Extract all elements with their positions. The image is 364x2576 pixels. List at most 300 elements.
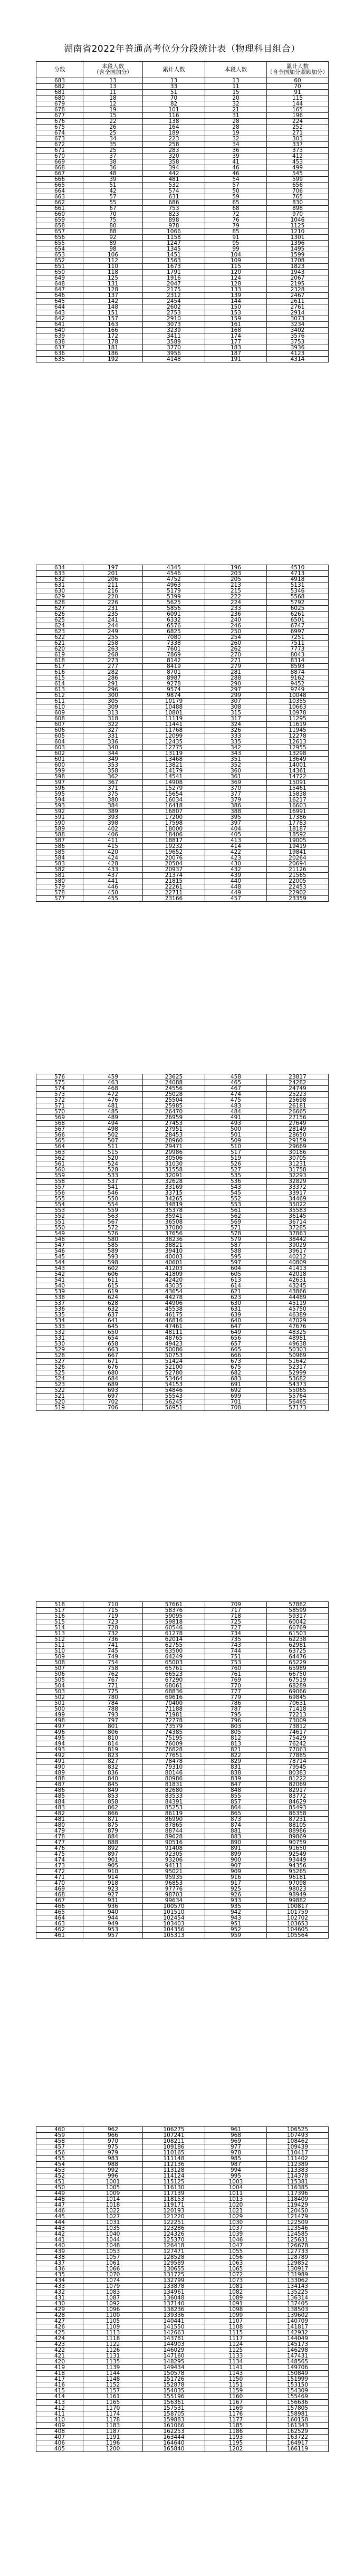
count-cell-2: 899 [205, 1852, 267, 1857]
header-cumulative-2: 累计人数 （含全国加分照顾加分） [267, 62, 329, 78]
cumulative-cell-1: 33715 [143, 1190, 205, 1196]
cumulative-cell-2: 37863 [267, 1231, 329, 1237]
cumulative-cell-1: 129589 [143, 2260, 205, 2266]
score-cell: 462 [36, 1927, 83, 1933]
cumulative-cell-2: 153150 [267, 2382, 329, 2388]
count-cell-2: 205 [205, 577, 267, 583]
table-row [36, 1330, 329, 1335]
cumulative-cell-2: 139602 [267, 2313, 329, 2319]
table-row [36, 183, 329, 188]
cumulative-cell-2: 48981 [267, 1335, 329, 1341]
count-cell-2: 761 [205, 1672, 267, 1677]
cumulative-cell-1: 50086 [143, 1347, 205, 1353]
cumulative-cell-2: 85493 [267, 1805, 329, 1811]
count-cell-1: 13 [83, 84, 143, 90]
cumulative-cell-1: 27951 [143, 1127, 205, 1132]
table-row [36, 1295, 329, 1301]
score-cell: 500 [36, 1706, 83, 1712]
cumulative-cell-2: 34469 [267, 1196, 329, 1202]
cumulative-cell-2: 79545 [267, 1764, 329, 1770]
score-cell: 586 [36, 844, 83, 850]
cumulative-cell-2: 160158 [267, 2417, 329, 2423]
score-cell: 631 [36, 583, 83, 588]
count-cell-2: 769 [205, 1677, 267, 1683]
score-cell: 455 [36, 2156, 83, 2162]
cumulative-cell-1: 98703 [143, 1892, 205, 1898]
count-cell-1: 19 [83, 107, 143, 113]
cumulative-cell-1: 28453 [143, 1132, 205, 1138]
cumulative-cell-1: 29986 [143, 1150, 205, 1156]
cumulative-cell-1: 73579 [143, 1724, 205, 1730]
count-cell-2: 1117 [205, 2336, 267, 2342]
score-cell: 428 [36, 2313, 83, 2319]
count-cell-1: 211 [83, 583, 143, 588]
count-cell-2: 183 [205, 345, 267, 351]
count-cell-2: 985 [205, 2156, 267, 2162]
cumulative-cell-2: 303 [267, 136, 329, 142]
table-row [36, 328, 329, 333]
count-cell-1: 481 [83, 1103, 143, 1109]
table-row [36, 588, 329, 594]
cumulative-cell-1: 86119 [143, 1811, 205, 1817]
cumulative-cell-2: 73812 [267, 1724, 329, 1730]
table-row [36, 2429, 329, 2435]
cumulative-cell-1: 10801 [143, 710, 205, 716]
count-cell-1: 25 [83, 148, 143, 154]
cumulative-cell-1: 11119 [143, 716, 205, 722]
cumulative-cell-2: 1599 [267, 252, 329, 258]
count-cell-2: 1151 [205, 2382, 267, 2388]
table-row [36, 1161, 329, 1167]
count-cell-1: 340 [83, 745, 143, 751]
table-row [36, 670, 329, 675]
cumulative-cell-1: 116130 [143, 2185, 205, 2191]
score-cell: 546 [36, 1248, 83, 1254]
count-cell-1: 273 [83, 658, 143, 664]
count-cell-1: 771 [83, 1683, 143, 1689]
cumulative-cell-2: 23359 [267, 896, 329, 902]
table-row [36, 2226, 329, 2231]
score-cell: 632 [36, 577, 83, 583]
count-cell-2: 1029 [205, 2214, 267, 2220]
score-cell: 473 [36, 1863, 83, 1869]
cumulative-cell-1: 103403 [143, 1921, 205, 1927]
table-row [36, 1689, 329, 1695]
score-cell: 547 [36, 1243, 83, 1248]
table-row [36, 223, 329, 229]
score-cell: 623 [36, 629, 83, 635]
table-row [36, 1277, 329, 1283]
score-cell: 635 [36, 357, 83, 362]
cumulative-cell-1: 149434 [143, 2365, 205, 2371]
cumulative-cell-2: 77063 [267, 1747, 329, 1753]
count-cell-2: 133 [205, 287, 267, 293]
table-row [36, 1347, 329, 1353]
table-row [36, 113, 329, 119]
score-cell: 441 [36, 2237, 83, 2243]
table-row [36, 299, 329, 304]
cumulative-cell-1: 8701 [143, 670, 205, 675]
cumulative-cell-2: 19841 [267, 850, 329, 855]
cumulative-cell-1: 36508 [143, 1219, 205, 1225]
table-row [36, 1341, 329, 1347]
count-cell-2: 822 [205, 1753, 267, 1759]
score-cell: 568 [36, 1121, 83, 1127]
cumulative-cell-2: 69066 [267, 1689, 329, 1695]
score-cell: 452 [36, 2173, 83, 2179]
cumulative-cell-1: 43654 [143, 1289, 205, 1295]
score-cell: 514 [36, 1625, 83, 1631]
table-row [36, 1365, 329, 1370]
score-table [36, 1074, 329, 1411]
score-cell: 491 [36, 1759, 83, 1764]
count-cell-2: 1176 [205, 2411, 267, 2417]
count-cell-1: 637 [83, 1312, 143, 1318]
table-row [36, 2359, 329, 2365]
cumulative-cell-2: 154309 [267, 2388, 329, 2394]
count-cell-1: 420 [83, 850, 143, 855]
table-row [36, 2150, 329, 2156]
count-cell-2: 342 [205, 745, 267, 751]
cumulative-cell-1: 2602 [143, 304, 205, 310]
cumulative-cell-2: 21126 [267, 867, 329, 873]
count-cell-2: 855 [205, 1793, 267, 1799]
score-cell: 516 [36, 1614, 83, 1619]
table-row [36, 2208, 329, 2214]
score-cell: 629 [36, 594, 83, 600]
count-cell-1: 263 [83, 646, 143, 652]
count-cell-2: 978 [205, 2150, 267, 2156]
cumulative-cell-1: 91408 [143, 1846, 205, 1852]
cumulative-cell-2: 142932 [267, 2330, 329, 2336]
count-cell-2: 457 [205, 896, 267, 902]
table-row [36, 1747, 329, 1753]
count-cell-2: 422 [205, 850, 267, 855]
count-cell-1: 593 [83, 1254, 143, 1260]
cumulative-cell-2: 102702 [267, 1915, 329, 1921]
cumulative-cell-2: 57173 [267, 1405, 329, 1411]
count-cell-2: 370 [205, 786, 267, 791]
cumulative-cell-1: 6825 [143, 629, 205, 635]
table-row [36, 2266, 329, 2272]
cumulative-cell-1: 159883 [143, 2417, 205, 2423]
score-cell: 678 [36, 107, 83, 113]
count-cell-2: 474 [205, 1092, 267, 1098]
cumulative-cell-2: 41413 [267, 1266, 329, 1272]
cumulative-cell-2: 3936 [267, 345, 329, 351]
table-row [36, 1828, 329, 1834]
score-cell: 621 [36, 641, 83, 646]
cumulative-cell-2: 32293 [267, 1173, 329, 1179]
cumulative-cell-1: 66523 [143, 1672, 205, 1677]
table-row [36, 1654, 329, 1660]
table-row [36, 861, 329, 867]
cumulative-cell-2: 46389 [267, 1312, 329, 1318]
table-row [36, 96, 329, 101]
cumulative-cell-1: 76009 [143, 1741, 205, 1747]
table-row [36, 1196, 329, 1202]
count-cell-1: 546 [83, 1190, 143, 1196]
cumulative-cell-2: 3402 [267, 328, 329, 333]
score-cell: 683 [36, 78, 83, 84]
count-cell-2: 647 [205, 1324, 267, 1330]
score-cell: 675 [36, 125, 83, 130]
table-row [36, 1405, 329, 1411]
cumulative-cell-2: 2761 [267, 304, 329, 310]
cumulative-cell-1: 2175 [143, 287, 205, 293]
count-cell-2: 395 [205, 815, 267, 820]
count-cell-2: 718 [205, 1614, 267, 1619]
cumulative-cell-2: 1823 [267, 264, 329, 270]
count-cell-2: 708 [205, 1405, 267, 1411]
cumulative-cell-1: 18406 [143, 832, 205, 838]
table-row [36, 2156, 329, 2162]
cumulative-cell-1: 9574 [143, 687, 205, 693]
count-cell-1: 1174 [83, 2411, 143, 2417]
cumulative-cell-2: 14001 [267, 762, 329, 768]
count-cell-1: 862 [83, 1805, 143, 1811]
count-cell-2: 1047 [205, 2243, 267, 2249]
count-cell-2: 307 [205, 699, 267, 704]
score-cell: 611 [36, 699, 83, 704]
score-cell: 497 [36, 1724, 83, 1730]
score-cell: 479 [36, 1828, 83, 1834]
count-cell-2: 649 [205, 1330, 267, 1335]
score-cell: 446 [36, 2208, 83, 2214]
count-cell-2: 683 [205, 1376, 267, 1382]
count-cell-1: 1122 [83, 2342, 143, 2348]
score-table-page-1 [36, 61, 328, 362]
count-cell-1: 282 [83, 670, 143, 675]
score-cell: 414 [36, 2394, 83, 2400]
table-row [36, 1904, 329, 1910]
score-cell: 651 [36, 264, 83, 270]
count-cell-2: 552 [205, 1196, 267, 1202]
table-row [36, 177, 329, 183]
count-cell-2: 333 [205, 733, 267, 739]
count-cell-1: 38 [83, 159, 143, 165]
cumulative-cell-2: 5568 [267, 594, 329, 600]
table-row [36, 2423, 329, 2429]
count-cell-2: 413 [205, 838, 267, 844]
score-cell: 496 [36, 1730, 83, 1735]
table-row [36, 1225, 329, 1231]
cumulative-cell-2: 164917 [267, 2440, 329, 2446]
cumulative-cell-1: 90516 [143, 1840, 205, 1846]
count-cell-1: 996 [83, 2173, 143, 2179]
table-row [36, 1301, 329, 1306]
count-cell-2: 270 [205, 652, 267, 658]
count-cell-1: 533 [83, 1173, 143, 1179]
count-cell-1: 1131 [83, 2353, 143, 2359]
cumulative-cell-2: 49638 [267, 1341, 329, 1347]
table-row [36, 1892, 329, 1898]
cumulative-cell-1: 223 [143, 136, 205, 142]
table-row [36, 2365, 329, 2371]
cumulative-cell-1: 101 [143, 107, 205, 113]
cumulative-cell-1: 59818 [143, 1619, 205, 1625]
count-cell-2: 260 [205, 641, 267, 646]
score-cell: 521 [36, 1394, 83, 1399]
count-cell-1: 875 [83, 1823, 143, 1828]
count-cell-2: 104 [205, 252, 267, 258]
score-cell: 570 [36, 1109, 83, 1115]
cumulative-cell-1: 59095 [143, 1614, 205, 1619]
cumulative-cell-2: 1125 [267, 223, 329, 229]
count-cell-2: 290 [205, 681, 267, 687]
cumulative-cell-2: 60769 [267, 1625, 329, 1631]
score-cell: 657 [36, 229, 83, 235]
cumulative-cell-1: 1563 [143, 258, 205, 264]
score-cell: 460 [36, 2127, 83, 2133]
table-row [36, 2214, 329, 2220]
count-cell-2: 753 [205, 1660, 267, 1666]
score-cell: 670 [36, 154, 83, 159]
table-row [36, 1202, 329, 1208]
count-cell-2: 271 [205, 658, 267, 664]
cumulative-cell-1: 10179 [143, 699, 205, 704]
count-cell-1: 57 [83, 194, 143, 200]
table-row [36, 728, 329, 733]
count-cell-1: 34 [83, 136, 143, 142]
count-cell-2: 839 [205, 1776, 267, 1782]
cumulative-cell-1: 20937 [143, 867, 205, 873]
table-row [36, 1231, 329, 1237]
count-cell-1: 745 [83, 1648, 143, 1654]
count-cell-2: 39 [205, 154, 267, 159]
table-row [36, 1144, 329, 1150]
cumulative-cell-1: 21374 [143, 873, 205, 879]
count-cell-1: 611 [83, 1277, 143, 1283]
table-row [36, 733, 329, 739]
table-row [36, 896, 329, 902]
cumulative-cell-1: 18000 [143, 826, 205, 832]
table-row [36, 1718, 329, 1724]
cumulative-cell-1: 93206 [143, 1857, 205, 1863]
score-cell: 567 [36, 1127, 83, 1132]
table-row [36, 1306, 329, 1312]
count-cell-2: 787 [205, 1706, 267, 1712]
count-cell-2: 1091 [205, 2301, 267, 2307]
cumulative-cell-1: 46175 [143, 1312, 205, 1318]
cumulative-cell-1: 13821 [143, 762, 205, 768]
cumulative-cell-1: 5856 [143, 606, 205, 612]
cumulative-cell-1: 62014 [143, 1637, 205, 1643]
count-cell-1: 327 [83, 728, 143, 733]
count-cell-2: 144 [205, 299, 267, 304]
cumulative-cell-1: 2753 [143, 310, 205, 316]
cumulative-cell-2: 48325 [267, 1330, 329, 1335]
count-cell-2: 1056 [205, 2255, 267, 2260]
count-cell-2: 50 [205, 188, 267, 194]
cumulative-cell-2: 50969 [267, 1353, 329, 1359]
cumulative-cell-2: 147431 [267, 2353, 329, 2359]
cumulative-cell-2: 115 [267, 96, 329, 101]
count-cell-2: 951 [205, 1921, 267, 1927]
cumulative-cell-1: 134961 [143, 2289, 205, 2295]
count-cell-1: 1044 [83, 2237, 143, 2243]
count-cell-2: 109 [205, 258, 267, 264]
count-cell-2: 717 [205, 1608, 267, 1614]
cumulative-cell-1: 89628 [143, 1834, 205, 1840]
cumulative-cell-2: 80383 [267, 1770, 329, 1776]
table-row [36, 1770, 329, 1776]
score-cell: 499 [36, 1712, 83, 1718]
count-cell-2: 760 [205, 1666, 267, 1672]
table-row [36, 1776, 329, 1782]
count-cell-2: 952 [205, 1927, 267, 1933]
header-note-1: （含全国加分） [93, 69, 132, 75]
count-cell-2: 509 [205, 1138, 267, 1144]
count-cell-2: 621 [205, 1289, 267, 1295]
cumulative-cell-2: 124585 [267, 2231, 329, 2237]
count-cell-1: 157 [83, 316, 143, 322]
count-cell-2: 701 [205, 1399, 267, 1405]
cumulative-cell-2: 271 [267, 130, 329, 136]
score-cell: 509 [36, 1654, 83, 1660]
count-cell-2: 168 [205, 328, 267, 333]
count-cell-2: 1108 [205, 2324, 267, 2330]
cumulative-cell-2: 111402 [267, 2156, 329, 2162]
table-row [36, 1683, 329, 1689]
table-row [36, 2301, 329, 2307]
cumulative-cell-1: 19652 [143, 850, 205, 855]
count-cell-1: 680 [83, 1370, 143, 1376]
cumulative-cell-2: 12955 [267, 745, 329, 751]
score-cell: 560 [36, 1167, 83, 1173]
score-cell: 606 [36, 728, 83, 733]
count-cell-2: 458 [205, 1074, 267, 1080]
score-cell: 654 [36, 246, 83, 252]
count-cell-1: 823 [83, 1753, 143, 1759]
score-cell: 571 [36, 1103, 83, 1109]
score-cell: 667 [36, 171, 83, 177]
count-cell-1: 344 [83, 751, 143, 757]
count-cell-1: 684 [83, 1376, 143, 1382]
table-row [36, 565, 329, 571]
table-row [36, 675, 329, 681]
cumulative-cell-1: 65761 [143, 1666, 205, 1672]
score-cell: 649 [36, 275, 83, 281]
cumulative-cell-2: 4918 [267, 577, 329, 583]
cumulative-cell-1: 31558 [143, 1167, 205, 1173]
score-cell: 655 [36, 241, 83, 246]
score-cell: 544 [36, 1260, 83, 1266]
cumulative-cell-2: 13649 [267, 757, 329, 762]
cumulative-cell-2: 1495 [267, 246, 329, 252]
table-row [36, 2202, 329, 2208]
count-cell-2: 536 [205, 1179, 267, 1185]
score-cell: 484 [36, 1799, 83, 1805]
score-cell: 444 [36, 2220, 83, 2226]
cumulative-cell-2: 9452 [267, 681, 329, 687]
cumulative-cell-1: 150578 [143, 2371, 205, 2377]
score-cell: 465 [36, 1910, 83, 1915]
count-cell-1: 39 [83, 177, 143, 183]
cumulative-cell-1: 138 [143, 119, 205, 125]
table-row [36, 2382, 329, 2388]
score-cell: 476 [36, 1846, 83, 1852]
cumulative-cell-1: 898 [143, 217, 205, 223]
cumulative-cell-2: 67519 [267, 1677, 329, 1683]
count-cell-1: 1170 [83, 2406, 143, 2411]
cumulative-cell-1: 29471 [143, 1144, 205, 1150]
cumulative-cell-1: 83533 [143, 1793, 205, 1799]
score-cell: 540 [36, 1283, 83, 1289]
count-cell-2: 467 [205, 1086, 267, 1092]
count-cell-2: 1098 [205, 2307, 267, 2313]
score-cell: 605 [36, 733, 83, 739]
